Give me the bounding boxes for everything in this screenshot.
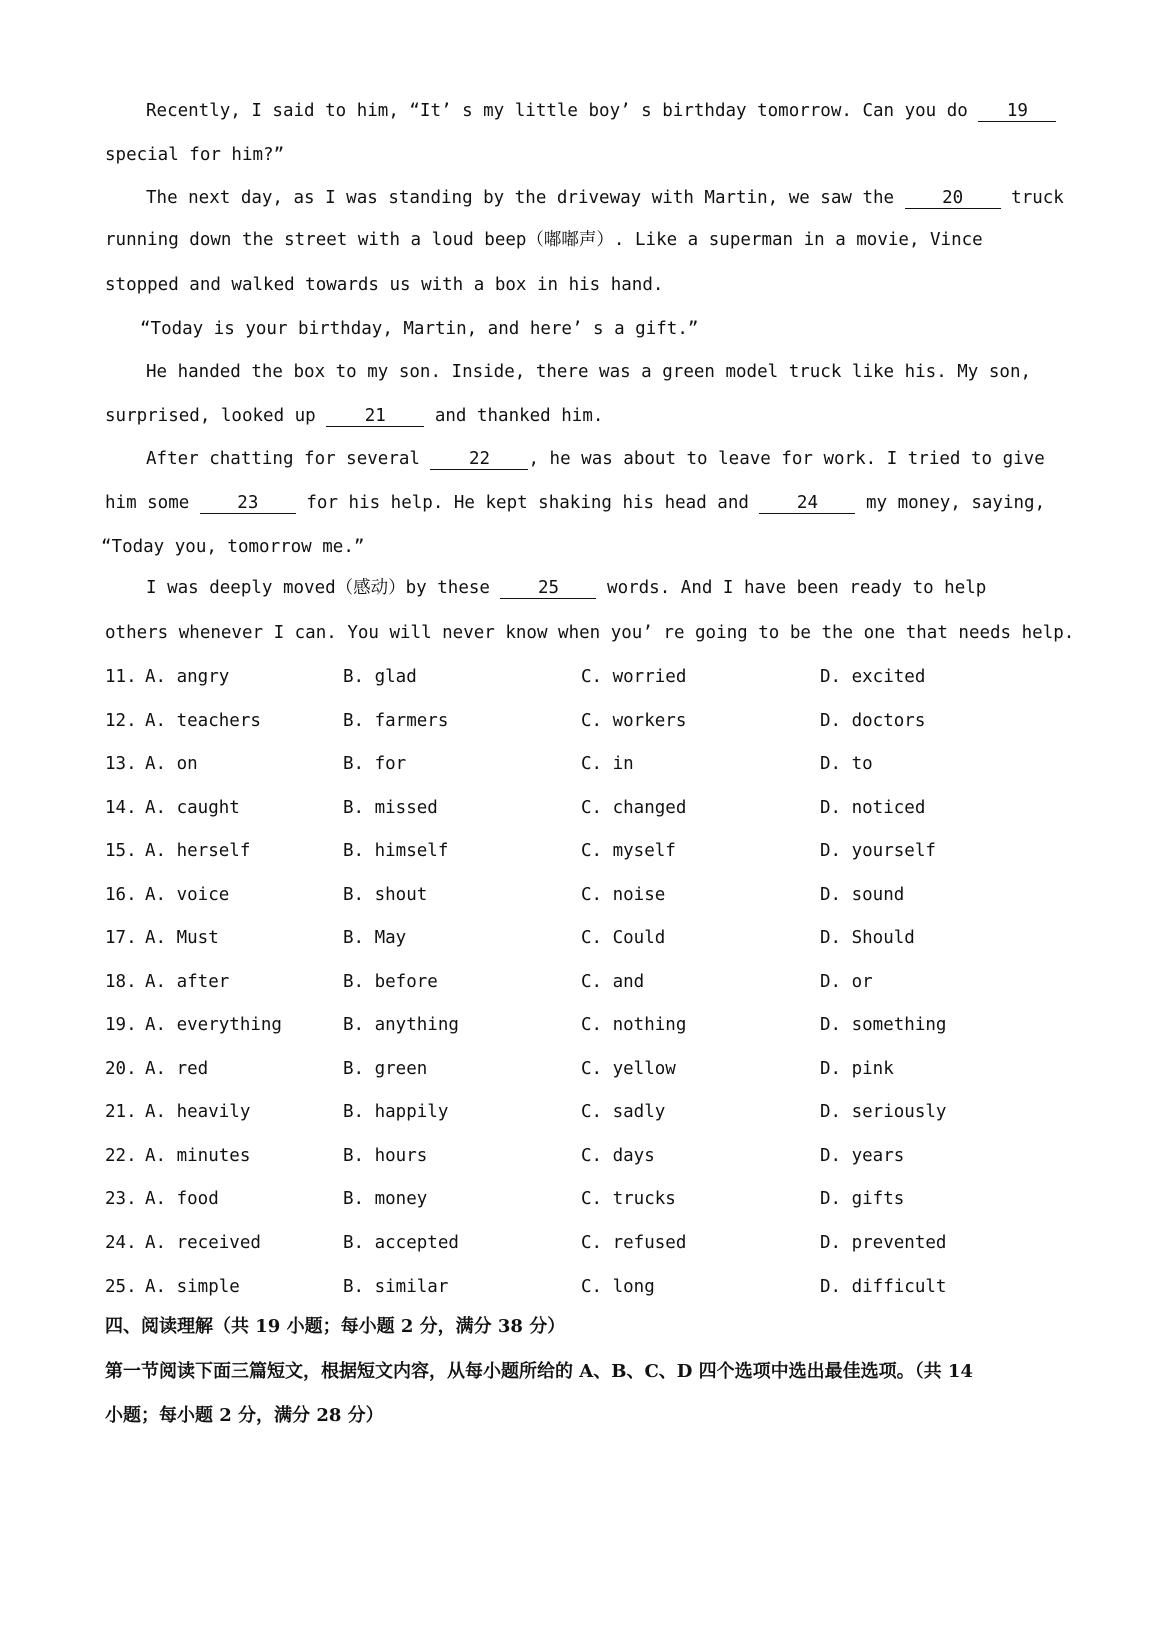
option-c: C. yellow bbox=[581, 1059, 676, 1079]
option-c: C. Could bbox=[581, 928, 666, 948]
option-a: A. everything bbox=[145, 1015, 282, 1035]
option-c: C. myself bbox=[581, 841, 676, 861]
blank-22: 22 bbox=[430, 449, 528, 470]
blank-25: 25 bbox=[500, 578, 596, 599]
question-row bbox=[105, 1012, 1065, 1038]
option-b: B. before bbox=[343, 972, 438, 992]
option-d: D. excited bbox=[820, 667, 926, 687]
option-c: C. nothing bbox=[581, 1015, 687, 1035]
question-number: 15. bbox=[105, 841, 137, 861]
blank-23: 23 bbox=[200, 493, 296, 514]
question-number: 13. bbox=[105, 754, 137, 774]
passage-text: him some bbox=[105, 493, 190, 513]
option-d: D. noticed bbox=[820, 798, 926, 818]
option-b: B. green bbox=[343, 1059, 428, 1079]
passage-line bbox=[105, 273, 1065, 297]
option-d: D. prevented bbox=[820, 1233, 947, 1253]
question-row bbox=[105, 751, 1065, 777]
question-row bbox=[105, 1143, 1065, 1169]
passage-text: surprised, looked up bbox=[105, 406, 316, 426]
passage-text: others whenever I can. You will never know when you’ re going to be the one that needs help. bbox=[105, 623, 1075, 643]
question-row bbox=[105, 1056, 1065, 1082]
passage-text: my money, saying, bbox=[866, 493, 1046, 513]
option-d: D. yourself bbox=[820, 841, 936, 861]
question-number: 22. bbox=[105, 1146, 137, 1166]
passage-line bbox=[105, 404, 1065, 428]
question-row bbox=[105, 1186, 1065, 1212]
passage-text: and thanked him. bbox=[434, 406, 604, 426]
question-row bbox=[105, 838, 1065, 864]
option-c: C. noise bbox=[581, 885, 666, 905]
question-row bbox=[105, 1099, 1065, 1125]
option-c: C. worried bbox=[581, 667, 687, 687]
option-c: C. long bbox=[581, 1277, 655, 1297]
option-d: D. to bbox=[820, 754, 873, 774]
option-d: D. difficult bbox=[820, 1277, 947, 1297]
option-a: A. Must bbox=[145, 928, 219, 948]
question-row bbox=[105, 795, 1065, 821]
question-row bbox=[105, 969, 1065, 995]
passage-line bbox=[101, 535, 1061, 559]
option-b: B. accepted bbox=[343, 1233, 459, 1253]
option-d: D. sound bbox=[820, 885, 905, 905]
question-row bbox=[105, 708, 1065, 734]
option-b: B. similar bbox=[343, 1277, 449, 1297]
passage-line bbox=[105, 143, 1065, 167]
blank-20: 20 bbox=[905, 188, 1001, 209]
passage-text: , he was about to leave for work. I tried to give bbox=[528, 449, 1045, 469]
option-a: A. food bbox=[145, 1189, 219, 1209]
option-c: C. and bbox=[581, 972, 645, 992]
option-a: A. after bbox=[145, 972, 230, 992]
option-d: D. pink bbox=[820, 1059, 894, 1079]
passage-text: I was deeply moved（感动）by these bbox=[146, 578, 490, 598]
question-number: 14. bbox=[105, 798, 137, 818]
option-c: C. trucks bbox=[581, 1189, 676, 1209]
passage-text: words. And I have been ready to help bbox=[607, 578, 987, 598]
passage-line bbox=[105, 491, 1065, 515]
passage-text: He handed the box to my son. Inside, there was a green model truck like his. My son, bbox=[146, 362, 1032, 382]
option-c: C. sadly bbox=[581, 1102, 666, 1122]
option-d: D. or bbox=[820, 972, 873, 992]
option-b: B. May bbox=[343, 928, 407, 948]
passage-text: truck bbox=[1011, 188, 1064, 208]
option-b: B. happily bbox=[343, 1102, 449, 1122]
question-number: 17. bbox=[105, 928, 137, 948]
option-a: A. heavily bbox=[145, 1102, 251, 1122]
option-b: B. shout bbox=[343, 885, 428, 905]
option-b: B. for bbox=[343, 754, 407, 774]
passage-line bbox=[105, 621, 1075, 645]
option-a: A. minutes bbox=[145, 1146, 251, 1166]
question-row bbox=[105, 1274, 1065, 1300]
question-row bbox=[105, 1230, 1065, 1256]
passage-text: The next day, as I was standing by the driveway with Martin, we saw the bbox=[146, 188, 895, 208]
passage-line bbox=[146, 186, 1106, 210]
option-b: B. anything bbox=[343, 1015, 459, 1035]
option-a: A. simple bbox=[145, 1277, 240, 1297]
passage-text: “Today you, tomorrow me.” bbox=[101, 537, 365, 557]
section-instruction: 第一节阅读下面三篇短文，根据短文内容，从每小题所给的 A、B、C、D 四个选项中选出最佳选项。（共 14 bbox=[105, 1361, 973, 1382]
passage-line bbox=[146, 360, 1106, 384]
question-number: 12. bbox=[105, 711, 137, 731]
option-a: A. caught bbox=[145, 798, 240, 818]
passage-text: special for him?” bbox=[105, 145, 285, 165]
blank-19: 19 bbox=[978, 101, 1056, 122]
passage-text: “Today is your birthday, Martin, and here’ s a gift.” bbox=[140, 319, 699, 339]
question-number: 25. bbox=[105, 1277, 137, 1297]
option-b: B. glad bbox=[343, 667, 417, 687]
option-c: C. refused bbox=[581, 1233, 687, 1253]
question-number: 19. bbox=[105, 1015, 137, 1035]
option-a: A. red bbox=[145, 1059, 209, 1079]
question-number: 11. bbox=[105, 667, 137, 687]
option-c: C. days bbox=[581, 1146, 655, 1166]
option-b: B. farmers bbox=[343, 711, 449, 731]
option-d: D. doctors bbox=[820, 711, 926, 731]
option-c: C. workers bbox=[581, 711, 687, 731]
option-b: B. missed bbox=[343, 798, 438, 818]
option-d: D. Should bbox=[820, 928, 915, 948]
question-number: 24. bbox=[105, 1233, 137, 1253]
option-b: B. money bbox=[343, 1189, 428, 1209]
option-a: A. angry bbox=[145, 667, 230, 687]
section-instruction: 小题；每小题 2 分，满分 28 分） bbox=[105, 1405, 384, 1426]
option-c: C. in bbox=[581, 754, 634, 774]
question-number: 20. bbox=[105, 1059, 137, 1079]
option-a: A. voice bbox=[145, 885, 230, 905]
question-row bbox=[105, 882, 1065, 908]
passage-line bbox=[146, 99, 1106, 123]
passage-line bbox=[146, 576, 1106, 600]
passage-line bbox=[146, 447, 1106, 471]
option-d: D. gifts bbox=[820, 1189, 905, 1209]
passage-line bbox=[140, 317, 1100, 341]
option-b: B. hours bbox=[343, 1146, 428, 1166]
question-row bbox=[105, 925, 1065, 951]
option-a: A. teachers bbox=[145, 711, 261, 731]
question-row bbox=[105, 664, 1065, 690]
option-b: B. himself bbox=[343, 841, 449, 861]
passage-line bbox=[105, 228, 1065, 252]
passage-text: stopped and walked towards us with a box in his hand. bbox=[105, 275, 664, 295]
passage-text: for his help. He kept shaking his head and bbox=[306, 493, 749, 513]
passage-text: Recently, I said to him, “It’ s my little boy’ s birthday tomorrow. Can you do bbox=[146, 101, 968, 121]
option-a: A. on bbox=[145, 754, 198, 774]
blank-21: 21 bbox=[326, 406, 424, 427]
option-d: D. seriously bbox=[820, 1102, 947, 1122]
blank-24: 24 bbox=[759, 493, 855, 514]
question-number: 21. bbox=[105, 1102, 137, 1122]
option-d: D. years bbox=[820, 1146, 905, 1166]
section-heading: 四、阅读理解（共 19 小题；每小题 2 分，满分 38 分） bbox=[105, 1316, 566, 1337]
question-number: 16. bbox=[105, 885, 137, 905]
option-c: C. changed bbox=[581, 798, 687, 818]
question-number: 18. bbox=[105, 972, 137, 992]
passage-text: running down the street with a loud beep（嘟嘟声）. Like a superman in a movie, Vince bbox=[105, 230, 983, 250]
question-number: 23. bbox=[105, 1189, 137, 1209]
option-a: A. herself bbox=[145, 841, 251, 861]
option-d: D. something bbox=[820, 1015, 947, 1035]
passage-text: After chatting for several bbox=[146, 449, 420, 469]
option-a: A. received bbox=[145, 1233, 261, 1253]
